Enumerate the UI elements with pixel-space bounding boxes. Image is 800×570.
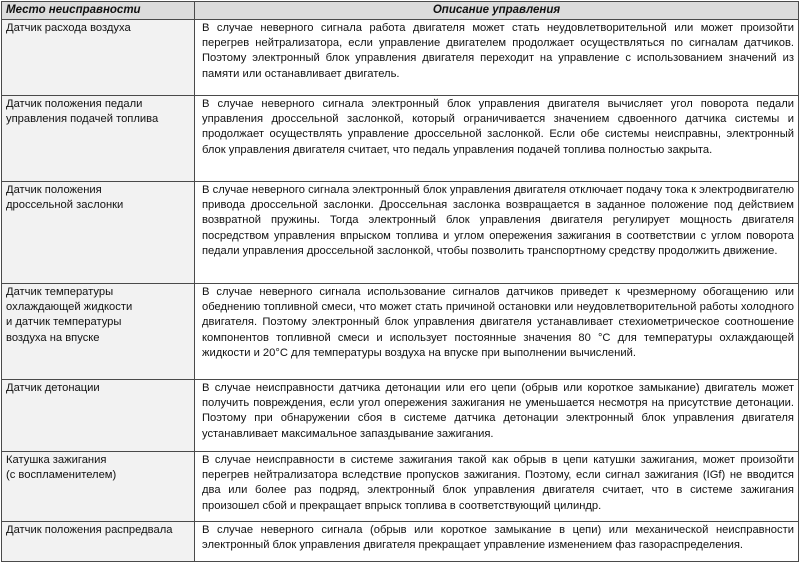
table-header-row bbox=[2, 2, 799, 20]
description-text: В случае неисправности в системе зажигания такой как обрыв в цепи катушки зажигания, может произойти перегрев нейтрализатора вследствие пропусков зажигания. Поэтому, если сигнал зажигания (IGf) не вводится два или более раз подряд, электронный блок управления двигателя считает, что в системе зажигания произошел сбой и прекращает впрыск топлива в соответствующий цилиндр. bbox=[202, 454, 794, 512]
description-text: В случае неверного сигнала использование сигналов датчиков приведет к чрезмерному обогащению или обеднению топливной смеси, что может стать причиной остановки или неудовлетворительной работы холодного двигателя. Поэтому электронный блок управления двигателя устанавливает стехиометрическое соотношение компонентов топливной смеси и использует постоянные значения 80 °С для температуры охлаждающей жидкости и 20°С для температуры воздуха на впуске при выполнении вычислений. bbox=[202, 286, 794, 359]
table-row bbox=[2, 522, 799, 562]
description-cell bbox=[195, 96, 799, 182]
fault-location-cell bbox=[2, 452, 195, 522]
fault-location-text: Датчик положения распредвала bbox=[6, 524, 173, 536]
description-text: В случае неверного сигнала электронный блок управления двигателя отключает подачу тока к электродвигателю привода дроссельной заслонки. Дроссельная заслонка возвращается в заданное положение под действием возвратной пружины. Тогда электронный блок управления двигателя регулирует мощность двигателя посредством управления впрыском топлива и углом опережения зажигания в соответствии с углом поворота педали управления дроссельной заслонкой, чтобы позволить транспортному средству продолжить движение. bbox=[202, 184, 794, 257]
fault-table bbox=[1, 1, 799, 562]
description-text: В случае неверного сигнала электронный блок управления двигателя вычисляет угол поворота педали управления дроссельной заслонкой, который ограничивается значением сдвоенного датчика системы и продолжает осуществлять управление дроссельной заслонкой. Если обе системы неисправны, электронный блок управления двигателя считает, что педаль управления подачей топлива полностью закрыта. bbox=[202, 98, 794, 156]
description-cell bbox=[195, 452, 799, 522]
description-text: В случае неисправности датчика детонации или его цепи (обрыв или короткое замыкание) двигатель может получить повреждения, если угол опережения зажигания не уменьшается несмотря на присутствие детонации. Поэтому при обнаружении сбоя в системе датчика детонации электронный блок управления двигателя устанавливает максимальное запаздывание зажигания. bbox=[202, 382, 794, 440]
description-text: В случае неверного сигнала работа двигателя может стать неудовлетворительной или может произойти перегрев нейтрализатора, если управление двигателем продолжает осуществляться по сигналам датчиков. Поэтому электронный блок управления двигателя переходит на управление с использованием значений из памяти или останавливает двигатель. bbox=[202, 22, 794, 80]
description-text: В случае неверного сигнала (обрыв или короткое замыкание в цепи) или механической неисправности электронный блок управления двигателя прекращает управление изменением фаз газораспределения. bbox=[202, 524, 794, 552]
table-row bbox=[2, 182, 799, 284]
fault-table-container bbox=[1, 1, 798, 568]
table-row bbox=[2, 20, 799, 96]
fault-location-cell bbox=[2, 380, 195, 452]
table-row bbox=[2, 284, 799, 380]
description-cell bbox=[195, 380, 799, 452]
description-cell bbox=[195, 182, 799, 284]
description-cell bbox=[195, 20, 799, 96]
fault-location-cell bbox=[2, 182, 195, 284]
table-row bbox=[2, 380, 799, 452]
fault-location-cell bbox=[2, 522, 195, 562]
fault-location-text: Датчик температуры охлаждающей жидкости и датчик температуры воздуха на впуске bbox=[6, 286, 133, 344]
fault-location-text: Датчик положения дроссельной заслонки bbox=[6, 184, 124, 212]
description-cell bbox=[195, 522, 799, 562]
fault-location-cell bbox=[2, 20, 195, 96]
fault-location-text: Датчик расхода воздуха bbox=[6, 22, 131, 34]
fault-location-cell bbox=[2, 284, 195, 380]
table-row bbox=[2, 452, 799, 522]
table-row bbox=[2, 96, 799, 182]
fault-location-cell bbox=[2, 96, 195, 182]
fault-location-text: Датчик детонации bbox=[6, 382, 100, 394]
header-fault-location: Место неисправности bbox=[2, 2, 195, 20]
fault-location-text: Датчик положения педали управления подачей топлива bbox=[6, 98, 159, 126]
fault-location-text: Катушка зажигания (с воспламенителем) bbox=[6, 454, 117, 482]
description-cell bbox=[195, 284, 799, 380]
header-control-description: Описание управления bbox=[195, 2, 799, 20]
